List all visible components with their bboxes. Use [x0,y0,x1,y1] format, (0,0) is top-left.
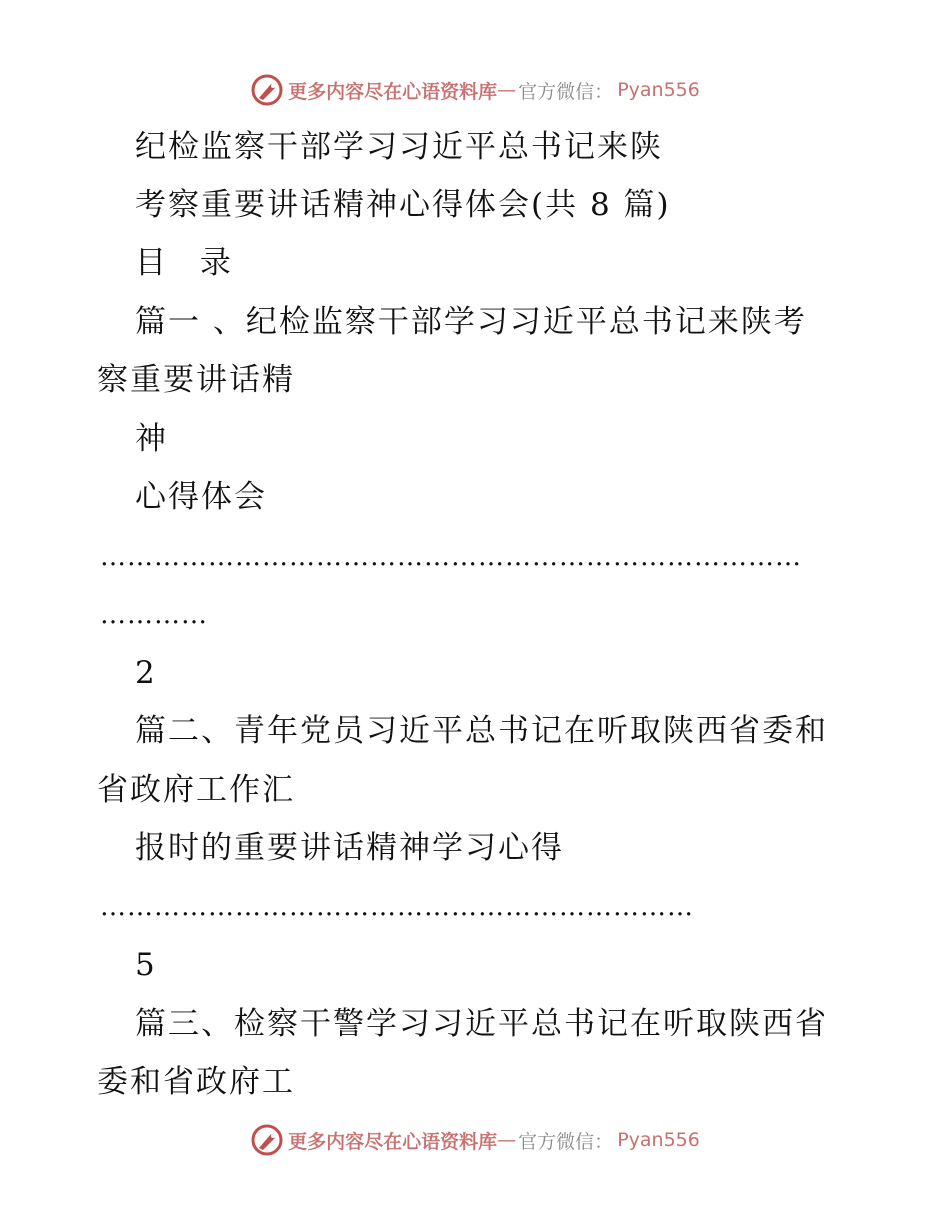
pen-nib-icon [250,1123,284,1157]
watermark-text: 更多内容尽在心语资料库 [288,1130,498,1153]
toc-entry-2-leader-dots: ………………………………………………………… [100,892,694,922]
watermark-wechat-label: 官方微信： [518,80,614,103]
document-title-line-1: 纪检监察干部学习习近平总书记来陕 [135,129,663,165]
watermark-text: 更多内容尽在心语资料库 [288,80,498,103]
footer-watermark [0,1120,950,1160]
watermark-dash: — [497,79,517,101]
toc-entry-2-line-2: 省政府工作汇 [97,772,295,808]
watermark-dash: — [497,1129,517,1151]
toc-entry-1-line-4: 心得体会 [135,479,267,515]
toc-entry-1-leader-dots-1: …………………………………………………………………… [100,542,802,572]
watermark-wechat-label: 官方微信： [518,1130,614,1153]
toc-entry-1-line-3: 神 [135,421,168,457]
toc-entry-1-line-1: 篇一 、纪检监察干部学习习近平总书记来陕考 [135,304,807,340]
document-title-line-2: 考察重要讲话精神心得体会(共 8 篇) [135,187,671,223]
toc-entry-2-line-1: 篇二、青年党员习近平总书记在听取陕西省委和 [135,713,828,749]
watermark-wechat-id: Pyan556 [617,79,700,101]
toc-entry-1-leader-dots-2: ………… [100,600,208,630]
toc-entry-3-line-2: 委和省政府工 [97,1064,295,1100]
toc-entry-3-line-1: 篇三、检察干警学习习近平总书记在听取陕西省 [135,1006,828,1042]
header-watermark [0,70,950,110]
toc-entry-2-page-number: 5 [135,947,157,983]
toc-entry-2-line-3: 报时的重要讲话精神学习心得 [135,830,564,866]
pen-nib-icon [250,73,284,107]
toc-heading: 目 录 [135,245,243,281]
toc-entry-1-page-number: 2 [135,655,157,691]
watermark-wechat-id: Pyan556 [617,1129,700,1151]
toc-entry-1-line-2: 察重要讲话精 [97,362,295,398]
